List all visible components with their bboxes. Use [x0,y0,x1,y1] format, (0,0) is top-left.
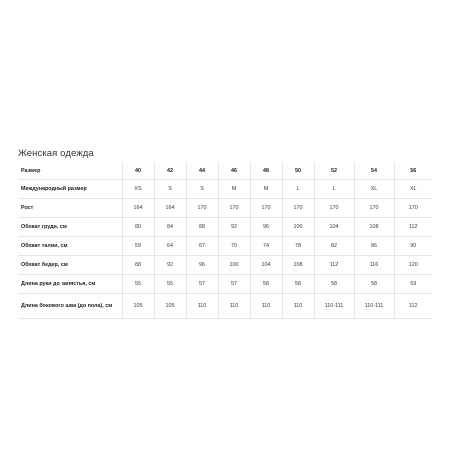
page-title: Женская одежда [18,148,94,159]
table-cell: 170 [314,199,354,218]
table-cell: 64 [154,237,186,256]
table-cell: S [186,180,218,199]
table-row [18,180,432,199]
table-cell: 108 [354,218,394,237]
table-cell: 105 [122,294,154,319]
row-label: Длина бокового шва (до пола), см [18,294,122,319]
table-cell: 78 [282,237,314,256]
table-row [18,218,432,237]
table-row [18,256,432,275]
table-cell: 70 [218,237,250,256]
table-cell: L [314,180,354,199]
table-cell: 100 [282,218,314,237]
row-label: Длина руки до запястья, см [18,275,122,294]
table-cell: M [250,180,282,199]
table-cell: 110 [250,294,282,319]
table-cell: 88 [122,256,154,275]
table-cell: 105 [154,294,186,319]
table-cell: 58 [282,275,314,294]
header-cell: 48 [250,162,282,180]
table-cell: 112 [394,294,432,319]
table-cell: 104 [314,218,354,237]
table-cell: 58 [354,275,394,294]
table-cell: 58 [314,275,354,294]
header-cell: 42 [154,162,186,180]
table-cell: 112 [314,256,354,275]
header-cell: 44 [186,162,218,180]
header-cell: 40 [122,162,154,180]
table-cell: XL [354,180,394,199]
table-cell: 170 [186,199,218,218]
table-row [18,199,432,218]
table-cell: XL [394,180,432,199]
table-cell: 59 [394,275,432,294]
table-cell: 110-111 [354,294,394,319]
table-cell: 170 [218,199,250,218]
table-cell: 110-111 [314,294,354,319]
table-cell: 164 [154,199,186,218]
table-row [18,275,432,294]
table-cell: L [282,180,314,199]
table-cell: XS [122,180,154,199]
table-cell: 110 [282,294,314,319]
row-label: Рост [18,199,122,218]
table-cell: 55 [154,275,186,294]
table-row [18,237,432,256]
table-cell: 92 [154,256,186,275]
table-cell: M [218,180,250,199]
table-cell: 90 [394,237,432,256]
header-cell: 46 [218,162,250,180]
table-cell: 112 [394,218,432,237]
table-cell: 74 [250,237,282,256]
table-cell: 110 [186,294,218,319]
table-cell: 116 [354,256,394,275]
table-row [18,294,432,319]
size-chart-table [18,162,432,319]
header-row [18,162,432,180]
table-cell: 108 [282,256,314,275]
table-cell: 55 [122,275,154,294]
row-label: Обхват груди, см [18,218,122,237]
table-cell: 164 [122,199,154,218]
table-cell: 110 [218,294,250,319]
row-label: Обхват талии, см [18,237,122,256]
table-cell: 104 [250,256,282,275]
header-cell: 56 [394,162,432,180]
table-cell: 88 [186,218,218,237]
table-cell: 84 [154,218,186,237]
table-cell: 170 [394,199,432,218]
row-label: Обхват бедер, см [18,256,122,275]
table-cell: 80 [122,218,154,237]
table-cell: S [154,180,186,199]
table-cell: 170 [250,199,282,218]
table-cell: 120 [394,256,432,275]
table-cell: 59 [122,237,154,256]
table-cell: 57 [186,275,218,294]
table-cell: 170 [354,199,394,218]
table-cell: 57 [218,275,250,294]
table-cell: 170 [282,199,314,218]
table-cell: 58 [250,275,282,294]
header-cell: 52 [314,162,354,180]
header-cell: 54 [354,162,394,180]
header-cell: Размер [18,162,122,180]
table-cell: 96 [186,256,218,275]
table-cell: 92 [218,218,250,237]
table-cell: 100 [218,256,250,275]
table-cell: 82 [314,237,354,256]
row-label: Международный размер [18,180,122,199]
header-cell: 50 [282,162,314,180]
table-cell: 96 [250,218,282,237]
table-cell: 86 [354,237,394,256]
table-cell: 67 [186,237,218,256]
